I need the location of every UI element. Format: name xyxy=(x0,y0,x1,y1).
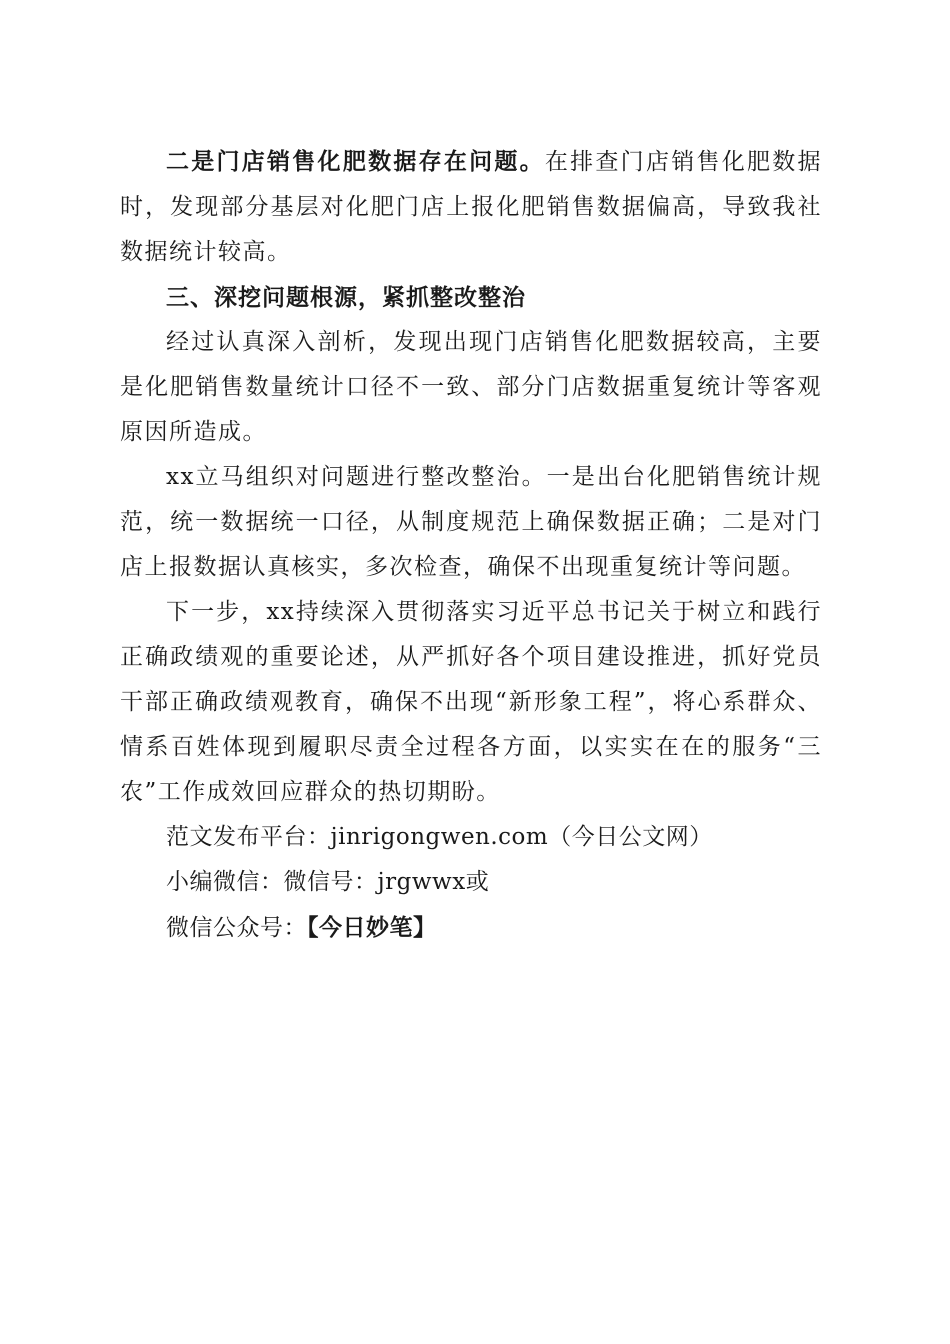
footer-account xyxy=(120,905,822,951)
document-page xyxy=(120,139,822,951)
paragraph-rectification: xx立马组织对问题进行整改整治。一是出台化肥销售统计规范，统一数据统一口径，从制度规范上确保数据正确；二是对门店上报数据认真核实，多次检查，确保不出现重复统计等问题。 xyxy=(120,464,822,580)
footer-account-name: 【今日妙笔】 xyxy=(307,914,437,941)
paragraph-body: 在排查门店销售化肥数据时，发现部分基层对化肥门店上报化肥销售数据偏高，导致我社数据统计较高。 xyxy=(120,149,823,265)
paragraph-store-data-issue xyxy=(120,139,822,275)
paragraph-analysis: 经过认真深入剖析，发现出现门店销售化肥数据较高，主要是化肥销售数量统计口径不一致、部分门店数据重复统计等客观原因所造成。 xyxy=(120,329,822,445)
footer-account-label: 微信公众号： xyxy=(166,915,307,941)
paragraph-next-step: 下一步，xx持续深入贯彻落实习近平总书记关于树立和践行正确政绩观的重要论述，从严抓好各个项目建设推进，抓好党员干部正确政绩观教育，确保不出现“新形象工程”，将心系群众、情系百姓体现到履职尽责全过程各方面，以实实在在的服务“三农”工作成效回应群众的热切期盼。 xyxy=(120,599,822,805)
section-heading: 三、深挖问题根源，紧抓整改整治 xyxy=(166,284,526,311)
footer-platform: 范文发布平台：jinrigongwen.com（今日公文网） xyxy=(166,824,713,850)
footer-wechat: 小编微信：微信号：jrgwwx或 xyxy=(166,869,490,895)
paragraph-lead: 二是门店销售化肥数据存在问题。 xyxy=(166,148,545,175)
